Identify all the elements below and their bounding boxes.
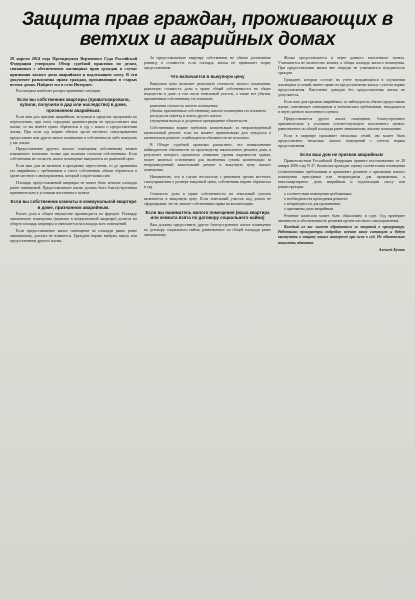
article-paragraph: За предоставляемую квартиру собственник не обязан доплачивать разницу в стоимости, если площадь жилья не превышает норму предоставления. [144, 56, 271, 71]
article-columns [10, 56, 405, 596]
article-list-item: • о необходимости проведения ремонта; [284, 197, 405, 202]
article-paragraph: Если ваш дом признан аварийным, вступили в пределах программы по переселению, при этом, городская администрация не предоставляет вам жилье, то вы имеете право обратиться в суд с иском о предоставлении жилья. При этом суд вправе обязать орган местного самоуправления предоставить вам другое жилое помещение в собственность либо выкупить у вас жилье. [10, 115, 137, 145]
article-list-item: • о признании дома аварийным. [284, 207, 405, 212]
article-list-item: • упущенная выгода и досрочное прекращение обязательств. [150, 119, 271, 124]
author-signature: Алексей Бучаев [378, 247, 405, 252]
article-paragraph: Если ваш дом признан аварийным, то наймодатель обязан предоставить жилье, отвечающее санитарным и техническим требованиям, находящееся в черте данного населенного пункта. [278, 99, 405, 115]
article-paragraph: Если в квартире проживает несколько семей, им может быть предоставлено несколько жилых помещений с учетом нормы предоставления. [278, 133, 405, 148]
article-paragraph: Граждане, которые состоят на учете нуждающихся в улучшении жилищных условий, имеют право на предоставление жилья с учетом нормы предоставления. Выселение граждан без предоставления жилья не допускается. [278, 77, 405, 98]
article-subheading: Если вы наниматель жилого помещения (ваша квартира или комната взята по договору социального найма) [145, 209, 270, 221]
article-headline: Защита прав граждан, проживающих в ветхих и аварийных домах [22, 9, 393, 50]
article-column-3 [278, 56, 405, 596]
article-list-item: • о соответствии помещения требованиям; [284, 192, 405, 197]
article-paragraph: Каждый из вас может обратиться за защитой в прокуратуру. Работники прокуратуры подробно изучат вашу ситуацию и будут выступать в защиту ваших интересов при иске в суд. Не обязательно нанимать адвоката. [278, 225, 405, 245]
article-paragraph: Выкупная цена включает рыночную стоимость жилого помещения, рыночную стоимость доли в праве общей собственности на общее имущество в доме, в том числе земельный участок, а также все убытки, причиненные собственнику его изъятием. [144, 81, 271, 101]
article-paragraph: Предоставляется другое жилое помещение, благоустроенное применительно к условиям соответствующего населенного пункта, равнозначное по общей площади ранее занимаемому жилому помещению. [278, 116, 405, 131]
article-paragraph: Стоимость доли в праве собственности на земельный участок включается в выкупную цену. Если земельный участок под домом не сформирован, это не лишает собственника права на компенсацию. [144, 191, 271, 206]
article-subheading: Если вы собственник квартиры (приватизировали, купили, получили в дар или наследство) в доме, признанном аварийным. [17, 96, 130, 113]
article-list-item: • убытки, причиненные собственнику жилого помещения его изъятием; [150, 109, 271, 114]
article-paragraph: Рассмотрим наиболее распространенные ситуации. [16, 88, 102, 93]
article-paragraph: Нанимателю, что в случае несогласия с решением органа местного самоуправления о размере выкупной цены, собственник вправе обратиться в суд. [144, 174, 271, 189]
article-paragraph: Площадь предоставляемой квартиры не может быть меньше площади ранее занимаемой. Предоставляемое жилье должно быть благоустроенным применительно к условиям населенного пункта. [10, 181, 137, 196]
article-list [144, 104, 271, 124]
article-paragraph: Предоставление другого жилого помещения собственнику взамен изымаемого возможно только при наличии согласия собственника. Если собственник не согласен, жилое помещение выкупается по рыночной цене. [10, 147, 137, 162]
article-paragraph: Собственники вправе требовать компенсацию за непроизведенный капитальный ремонт, если на момент приватизации дом нуждался в капитальном ремонте, а наймодатель обязанности не исполнил. [144, 125, 271, 140]
article-column-2 [144, 56, 271, 596]
article-list-item: • рыночная стоимость жилого помещения; [150, 104, 271, 109]
article-paragraph: Правительством Российской Федерации принято постановление от 28 января 2006 года N 47. Комиссия проводит оценку соответствия помещения установленным требованиям и принимает решение о признании жилого помещения пригодным или непригодным для проживания, а многоквартирного дома аварийным и подлежащим сносу или реконструкции. [278, 159, 405, 189]
article-column-1 [10, 56, 137, 596]
article-paragraph: Если ваш дом не включен в программу переселения, то до признания его аварийным с требованием о сносе собственник обязан обратиться в орган местного самоуправления, который создает комиссию. [10, 164, 137, 179]
article-lead: 29 апреля 2014 года Президиумом Верховного Суда Российской Федерации утвержден Обзор судебной практики по делам, связанным с обеспечением жилищных прав граждан в случае признания жилого дома аварийным и подлежащим сносу. В эти документе разъяснены права граждан, проживающих в старых ветхих домах. Найдите его в сети Интернет. [10, 56, 137, 88]
article-paragraph: Жилье предоставляется в черте данного населенного пункта. Учитывается не количество комнат, а общая площадь жилого помещения. При предоставлении жилья вне очереди не учитывается нуждаемость граждан. [278, 56, 405, 76]
article-paragraph: В Обзоре судебной практики разъяснено, что невыполнение наймодателем обязанности по производству капитального ремонта дома, в результате которого произошло снижение уровня надежности здания, может являться основанием для включения суммы компенсации за непроизведенный капитальный ремонт в выкупную цену жилого помещения. [144, 142, 271, 172]
article-subheading: Если ваш дом не признан аварийным [300, 151, 383, 157]
article-paragraph: Расчет доли в общем имуществе производится по формуле. Площадь занимаемого помещения (комнаты в коммунальной квартире) делится на общую площадь квартиры и умножается на площадь всех помещений. [10, 212, 137, 227]
article-list-item: • расходы на переезд и поиск другого жилья; [150, 114, 271, 119]
article-list [278, 192, 405, 212]
article-list-item: • о непригодности для проживания; [284, 202, 405, 207]
article-paragraph: Вам должны предоставить другое благоустроенное жилое помещение по договору социального найма, равнозначное по общей площади ранее занимаемому. [144, 222, 271, 237]
article-paragraph: Решение комиссии может быть обжаловано в суде. Суд проверяет законность и обоснованность решения органа местного самоуправления. [278, 213, 405, 223]
article-paragraph: Если предоставляемое жилое помещение по площади равно ранее занимаемому, доплата не взимается. Граждане вправе выбрать выкуп или предоставление другого жилья. [10, 229, 137, 244]
article-subheading: Если вы собственник комнаты в коммунальной квартире в доме, признанном аварийным. [10, 199, 137, 210]
article-subheading: Что включается в выкупную цену [170, 74, 245, 80]
